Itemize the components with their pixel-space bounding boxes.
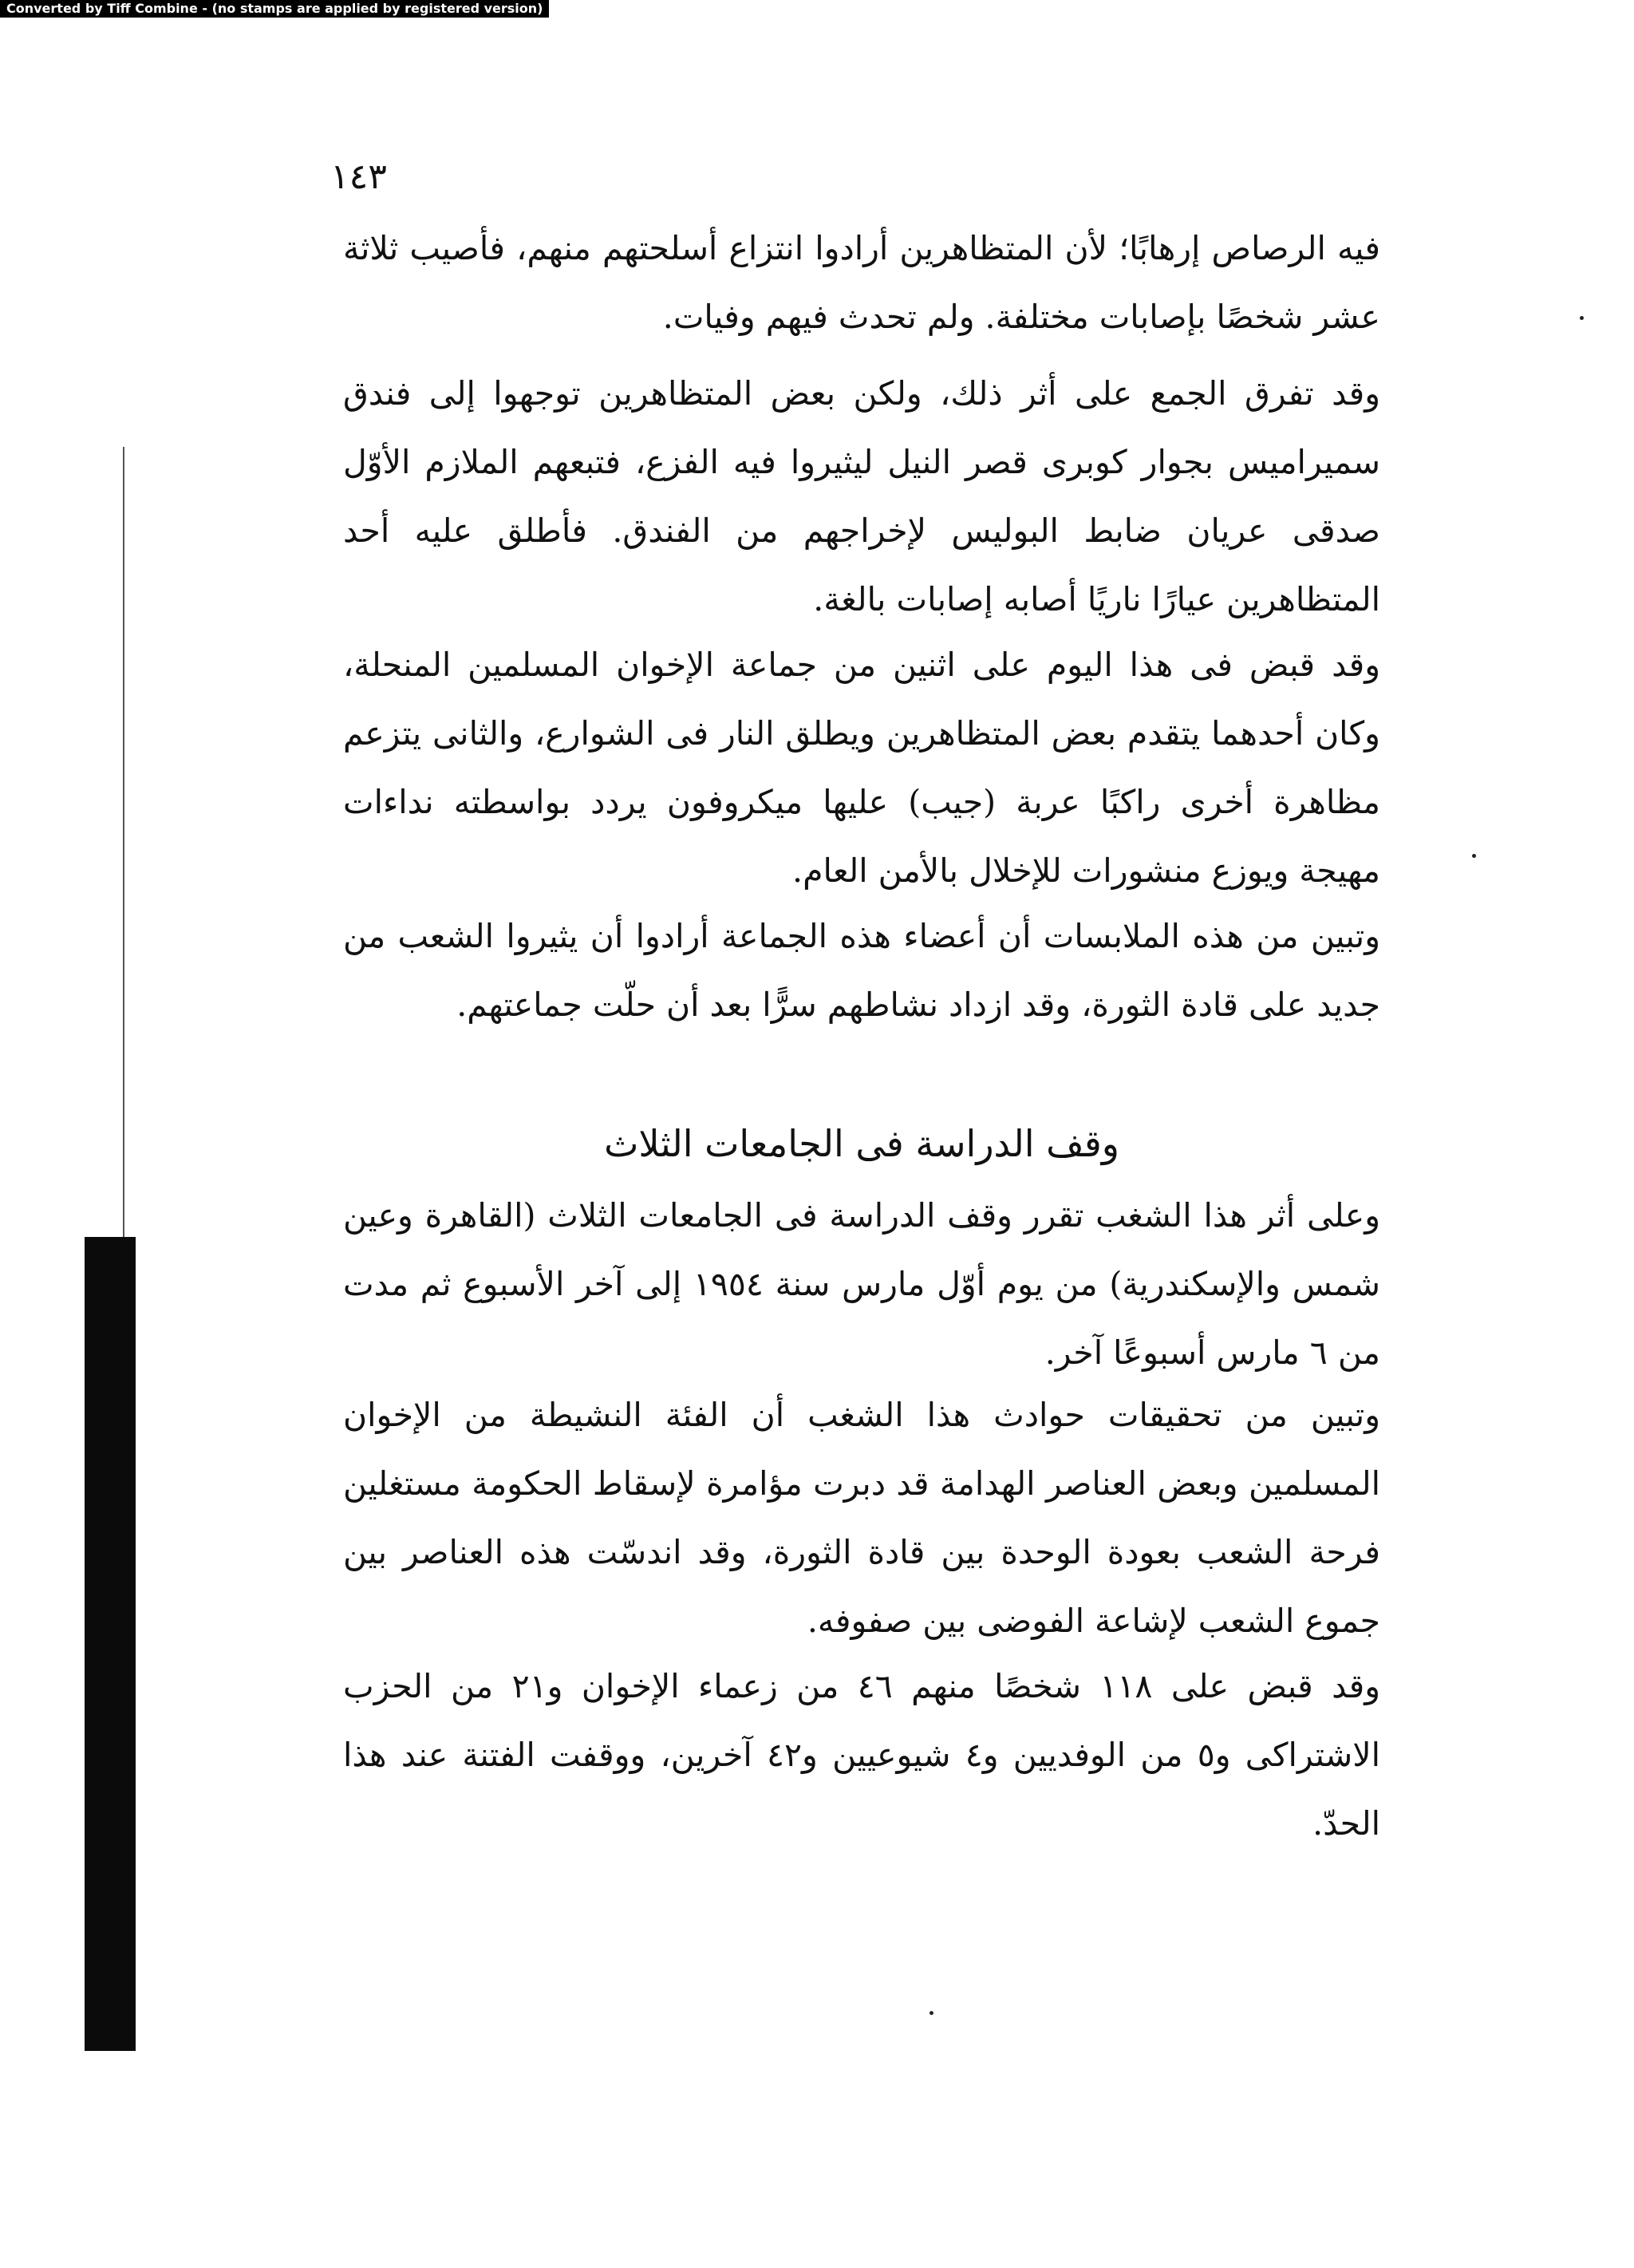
paragraph: فيه الرصاص إرهابًا؛ لأن المتظاهرين أرادوا انتزاع أسلحتهم منهم، فأصيب ثلاثة عشر شخصًا بإصابات مختلفة. ولم تحدث فيهم وفيات. [343, 229, 1380, 336]
scan-speck [929, 2011, 933, 2015]
section-heading: وقف الدراسة فى الجامعات الثلاث [604, 1122, 1119, 1165]
paragraph: وقد قبض على ١١٨ شخصًا منهم ٤٦ من زعماء الإخوان و٢١ من الحزب الاشتراكى و٥ من الوفديين و٤ شيوعيين و٤٢ آخرين، ووقفت الفتنة عند هذا الحدّ. [343, 1667, 1381, 1843]
paragraph: وقد تفرق الجمع على أثر ذلك، ولكن بعض المتظاهرين توجهوا إلى فندق سميراميس بجوار كوبرى قصر النيل ليثيروا فيه الفزع، فتبعهم الملازم الأوّل صدقى عريان ضابط البوليس لإخراجهم من الفندق. فأطلق عليه أحد المتظاهرين عيارًا ناريًا أصابه إصابات بالغة. [343, 374, 1380, 618]
scan-edge-line [123, 447, 124, 1245]
page-number: ١٤٣ [330, 156, 387, 197]
scan-speck [1580, 316, 1584, 320]
paragraph: وقد قبض فى هذا اليوم على اثنين من جماعة الإخوان المسلمين المنحلة، وكان أحدهما يتقدم بعض المتظاهرين ويطلق النار فى الشوارع، والثانى يتزعم مظاهرة أخرى راكبًا عربة (جيب) عليها ميكروفون يردد بواسطته نداءات مهيجة ويوزع منشورات للإخلال بالأمن العام. [343, 646, 1380, 890]
paragraph: وتبين من هذه الملابسات أن أعضاء هذه الجماعة أرادوا أن يثيروا الشعب من جديد على قادة الثورة، وقد ازداد نشاطهم سرًّا بعد أن حلّت جماعتهم. [343, 917, 1380, 1024]
paragraph: وعلى أثر هذا الشغب تقرر وقف الدراسة فى الجامعات الثلاث (القاهرة وعين شمس والإسكندرية) من يوم أوّل مارس سنة ١٩٥٤ إلى آخر الأسبوع ثم مدت من ٦ مارس أسبوعًا آخر. [343, 1196, 1380, 1372]
scanner-notice-banner: Converted by Tiff Combine - (no stamps are applied by registered version) [0, 0, 549, 18]
scan-edge-shadow [85, 1237, 136, 2051]
paragraph: وتبين من تحقيقات حوادث هذا الشغب أن الفئة النشيطة من الإخوان المسلمين وبعض العناصر الهدامة قد دبرت مؤامرة لإسقاط الحكومة مستغلين فرحة الشعب بعودة الوحدة بين قادة الثورة، وقد اندسّت هذه العناصر بين جموع الشعب لإشاعة الفوضى بين صفوفه. [343, 1396, 1380, 1640]
scan-speck [1472, 854, 1476, 858]
